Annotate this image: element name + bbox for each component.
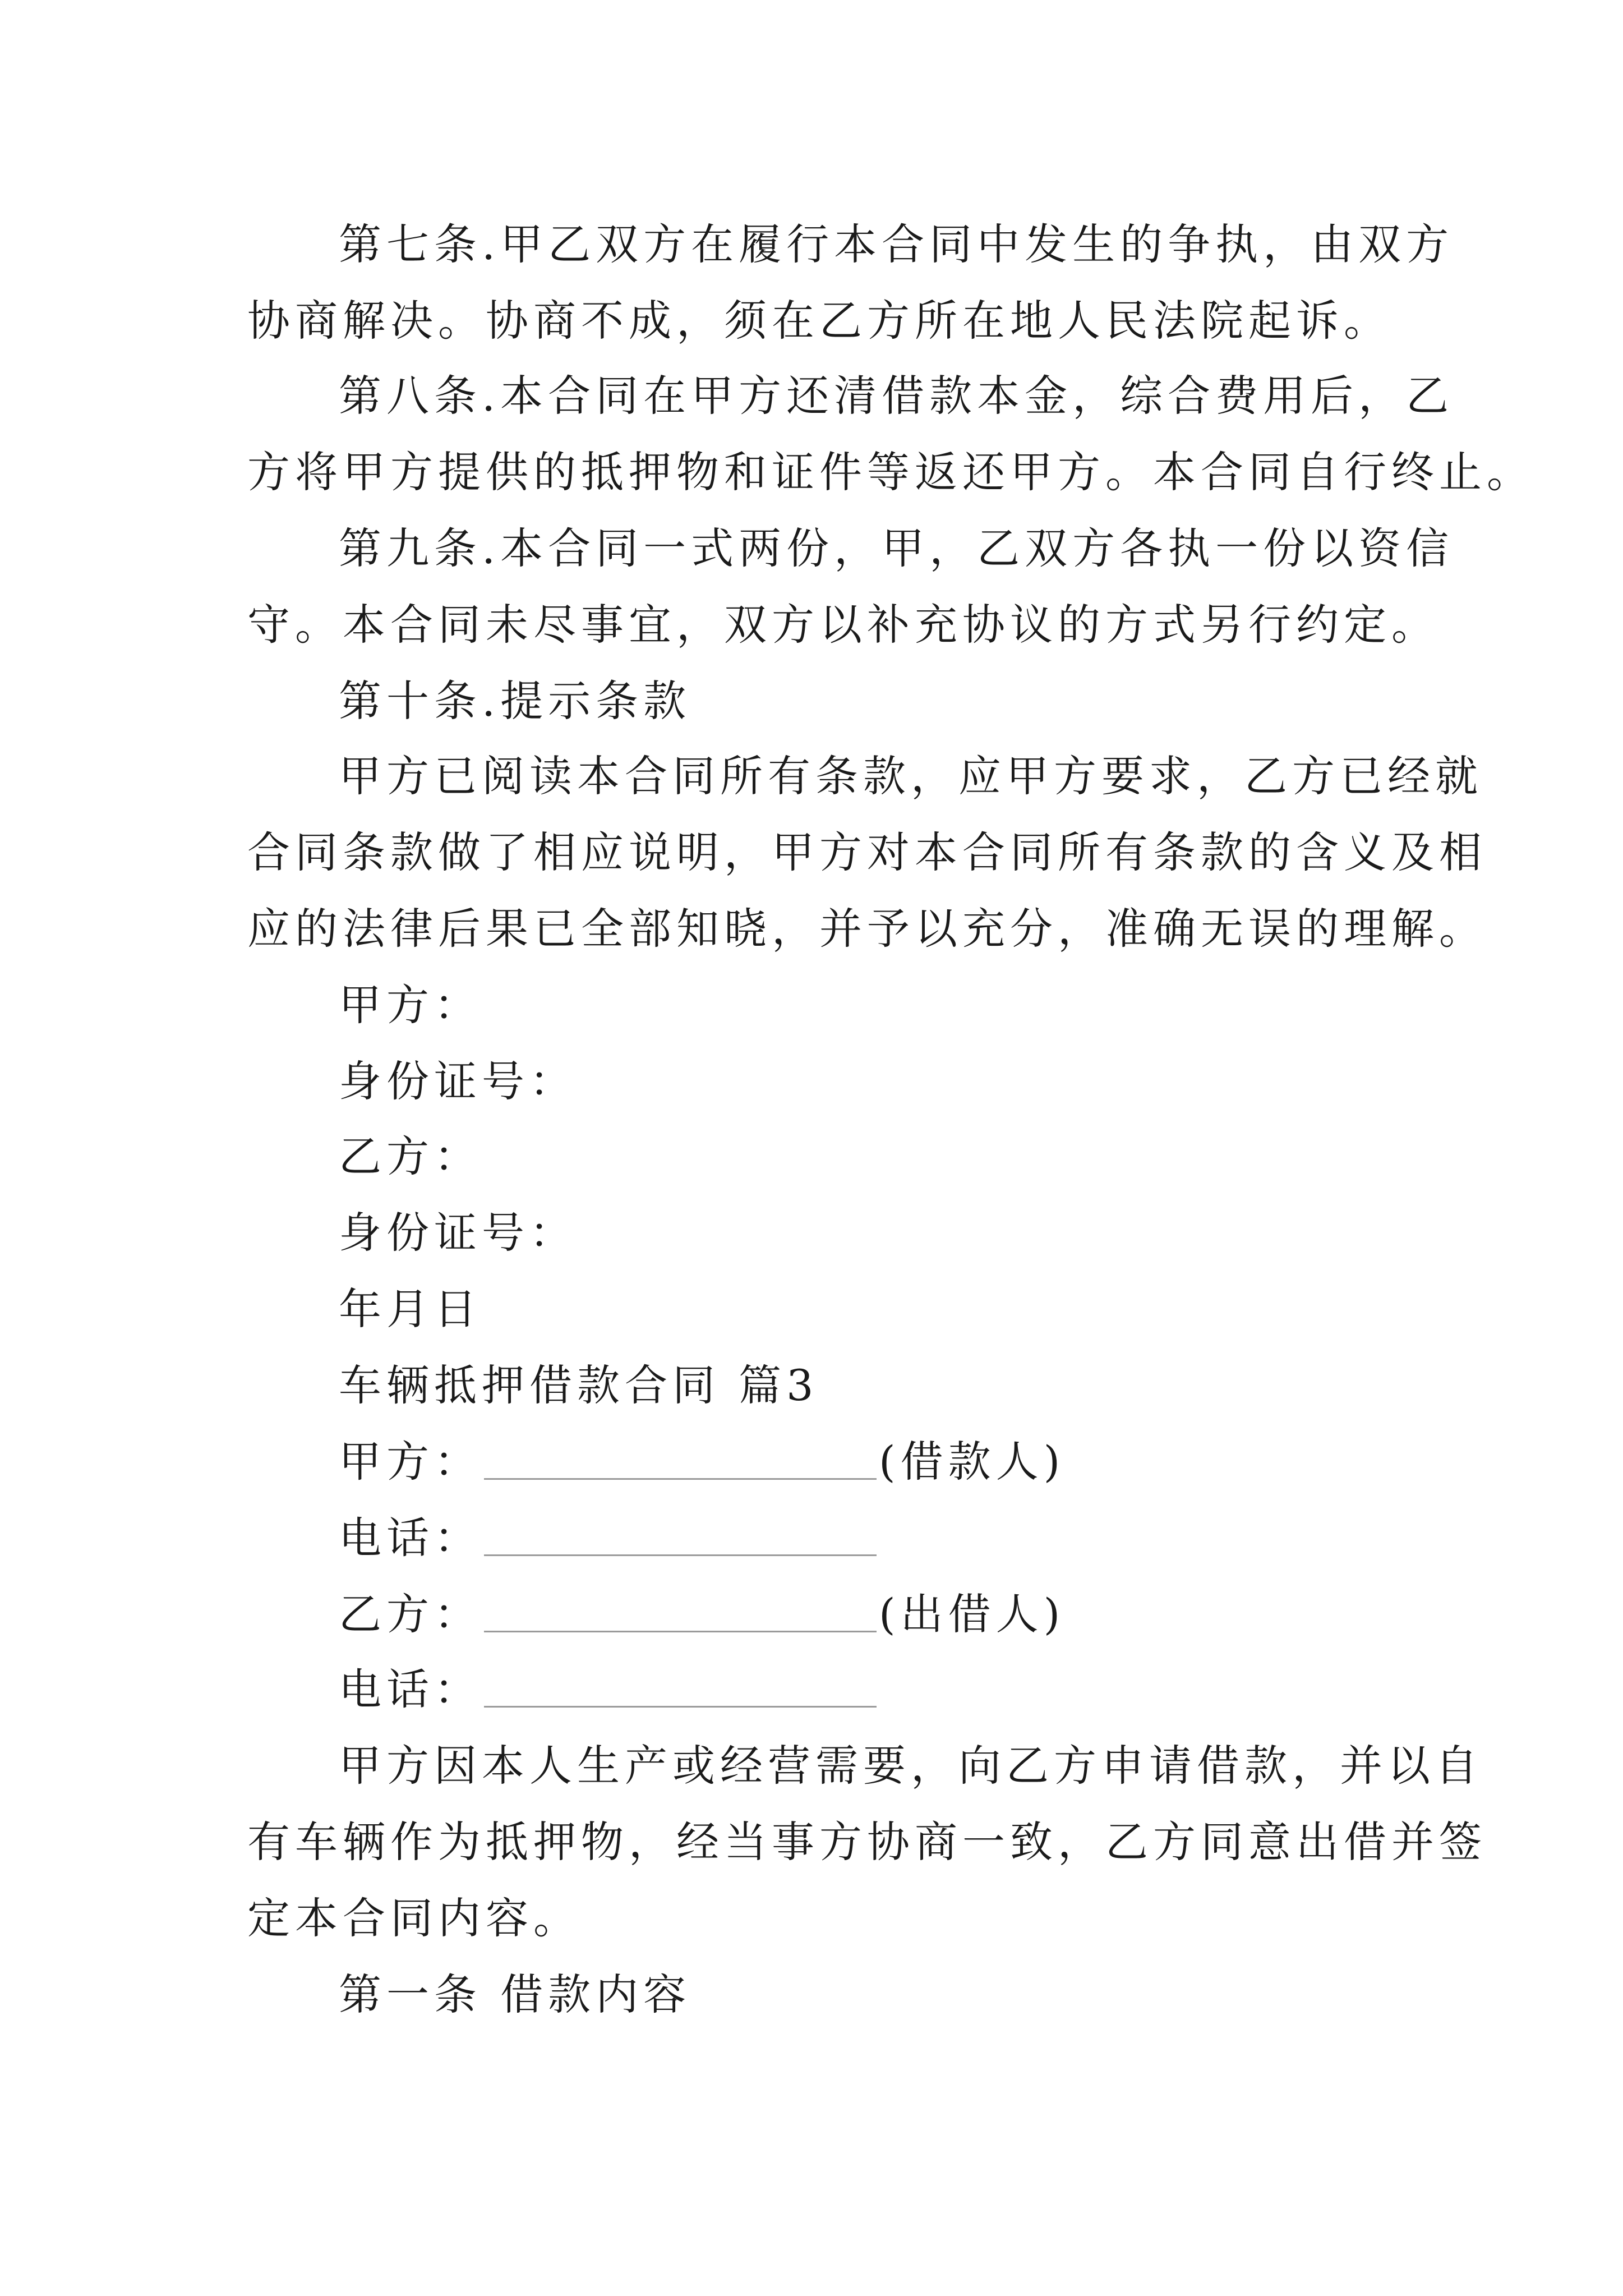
article-10-line-2: 合同条款做了相应说明，甲方对本合同所有条款的含义及相 [247,827,1487,877]
party-b-label: 乙方： [339,1589,482,1639]
phone-a-row [339,1510,879,1566]
phone-b-label: 电话： [339,1664,482,1714]
phone-a-blank [484,1515,877,1556]
signature-party-a: 甲方： [339,980,482,1030]
party-b-role: (出借人) [879,1589,1066,1639]
party-a-row [339,1434,1065,1490]
article-1-heading: 第一条 借款内容 [339,1970,691,2019]
article-7-line-2: 协商解决。协商不成，须在乙方所在地人民法院起诉。 [247,296,1391,346]
party-b-blank [484,1591,877,1632]
article-9-line-2: 守。本合同未尽事宜，双方以补充协议的方式另行约定。 [247,600,1439,650]
article-8-line-2: 方将甲方提供的抵押物和证件等返还甲方。本合同自行终止。 [247,447,1534,497]
party-a-role: (借款人) [879,1437,1066,1487]
article-10-line-1: 甲方已阅读本合同所有条款，应甲方要求，乙方已经就 [339,751,1483,801]
signature-party-b: 乙方： [339,1131,482,1181]
article-10-heading: 第十条.提示条款 [339,676,691,726]
signature-id-b: 身份证号： [339,1208,577,1258]
phone-a-label: 电话： [339,1513,482,1563]
party-a-label: 甲方： [339,1437,482,1487]
signature-id-a: 身份证号： [339,1056,577,1106]
intro-line-3: 定本合同内容。 [247,1893,581,1943]
article-7-line-1: 第七条.甲乙双方在履行本合同中发生的争执，由双方 [339,219,1454,269]
intro-line-1: 甲方因本人生产或经营需要，向乙方申请借款，并以自 [339,1741,1483,1791]
article-9-line-1: 第九条.本合同一式两份，甲，乙双方各执一份以资信 [339,523,1454,573]
signature-date: 年月日 [339,1284,482,1334]
phone-b-blank [484,1667,877,1708]
party-a-blank [484,1439,877,1480]
phone-b-row [339,1662,879,1718]
contract-3-title: 车辆抵押借款合同 篇3 [339,1360,819,1410]
article-10-line-3: 应的法律后果已全部知晓，并予以充分，准确无误的理解。 [247,904,1487,954]
article-8-line-1: 第八条.本合同在甲方还清借款本金，综合费用后，乙 [339,371,1454,421]
intro-line-2: 有车辆作为抵押物，经当事方协商一致，乙方同意出借并签 [247,1817,1487,1867]
party-b-row [339,1586,1065,1642]
